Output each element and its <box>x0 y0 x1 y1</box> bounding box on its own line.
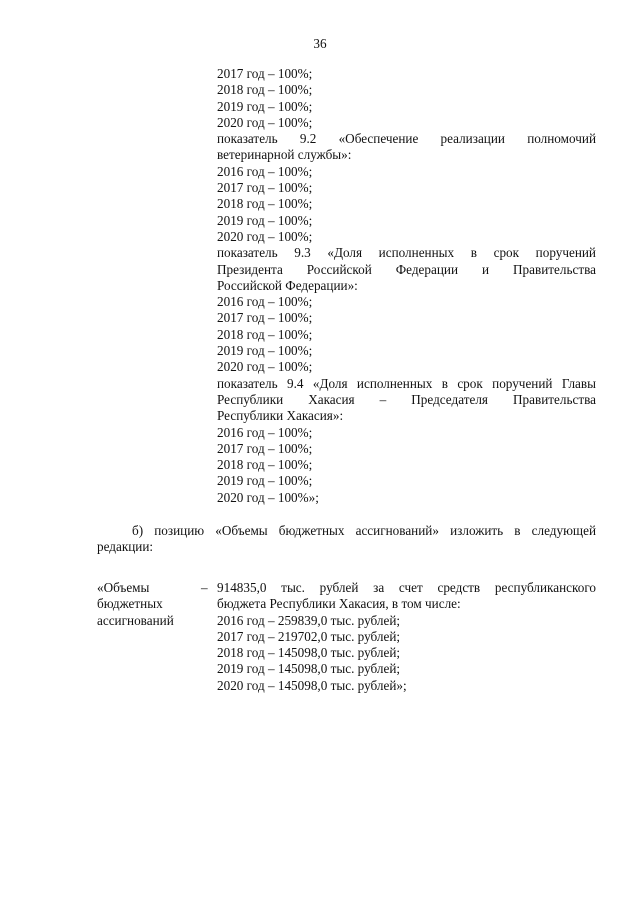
indicator-year-line: 2017 год – 100%; <box>217 66 313 81</box>
indicator-year-line: 2017 год – 100%; <box>217 310 313 326</box>
indicator-year-line: 2018 год – 100%; <box>217 326 313 342</box>
allocations-body <box>217 580 596 694</box>
indicator-year-line: 2018 год – 100%; <box>217 82 313 98</box>
instruction-paragraph <box>97 523 596 556</box>
allocation-year-line: 2020 год – 145098,0 тыс. рублей»; <box>217 677 407 693</box>
allocations-dash: – <box>201 580 208 595</box>
indicator-9-4-heading-cont: Республики Хакасия»: <box>217 408 344 424</box>
indicator-year-line: 2018 год – 100%; <box>217 196 313 212</box>
allocations-total-cont: бюджета Республики Хакасия, в том числе: <box>217 596 461 612</box>
allocations-total: 914835,0 тыс. рублей за счет средств республиканского <box>217 580 596 595</box>
indicator-year-line: 2020 год – 100%; <box>217 114 313 130</box>
allocation-year-line: 2017 год – 219702,0 тыс. рублей; <box>217 628 401 644</box>
indicator-year-line: 2020 год – 100%; <box>217 359 313 375</box>
indicator-9-2-heading-cont: ветеринарной службы»: <box>217 147 352 163</box>
indicator-year-line: 2017 год – 100%; <box>217 440 313 456</box>
indicator-year-line: 2019 год – 100%; <box>217 212 313 228</box>
indicator-9-3-heading: показатель 9.3 «Доля исполненных в срок поручений <box>217 245 596 261</box>
indicator-year-line: 2016 год – 100%; <box>217 163 313 179</box>
instruction-line: редакции: <box>97 539 154 555</box>
allocation-year-line: 2019 год – 145098,0 тыс. рублей; <box>217 661 401 677</box>
allocations-label-line: ассигнований <box>97 612 174 628</box>
indicator-year-line: 2016 год – 100%; <box>217 424 313 440</box>
page-number: 36 <box>313 36 327 51</box>
indicator-year-line: 2019 год – 100%; <box>217 98 313 114</box>
indicator-9-2-heading: показатель 9.2 «Обеспечение реализации полномочий <box>217 131 596 147</box>
indicator-year-line: 2016 год – 100%; <box>217 294 313 310</box>
indicator-year-line: 2019 год – 100%; <box>217 343 313 359</box>
allocation-year-line: 2018 год – 145098,0 тыс. рублей; <box>217 645 401 661</box>
allocations-label <box>97 580 197 629</box>
indicator-9-3-heading-cont: Президента Российской Федерации и Правительства <box>217 261 596 277</box>
allocation-year-line: 2016 год – 259839,0 тыс. рублей; <box>217 612 401 628</box>
indicator-9-4-heading: показатель 9.4 «Доля исполненных в срок поручений Главы <box>217 375 596 391</box>
indicator-year-line: 2020 год – 100%; <box>217 228 313 244</box>
allocations-label-line: бюджетных <box>97 596 163 612</box>
indicators-block <box>217 66 596 506</box>
instruction-line: б) позицию «Объемы бюджетных ассигнований» изложить в следующей <box>132 523 596 538</box>
indicator-year-line: 2017 год – 100%; <box>217 180 313 196</box>
indicator-year-line: 2018 год – 100%; <box>217 457 313 473</box>
indicator-9-4-heading-cont: Республики Хакасия – Председателя Правительства <box>217 391 596 407</box>
indicator-year-line: 2019 год – 100%; <box>217 473 313 489</box>
allocations-label-line: «Объемы <box>97 580 150 595</box>
indicator-year-line: 2020 год – 100%»; <box>217 489 319 505</box>
indicator-9-3-heading-cont: Российской Федерации»: <box>217 277 358 293</box>
